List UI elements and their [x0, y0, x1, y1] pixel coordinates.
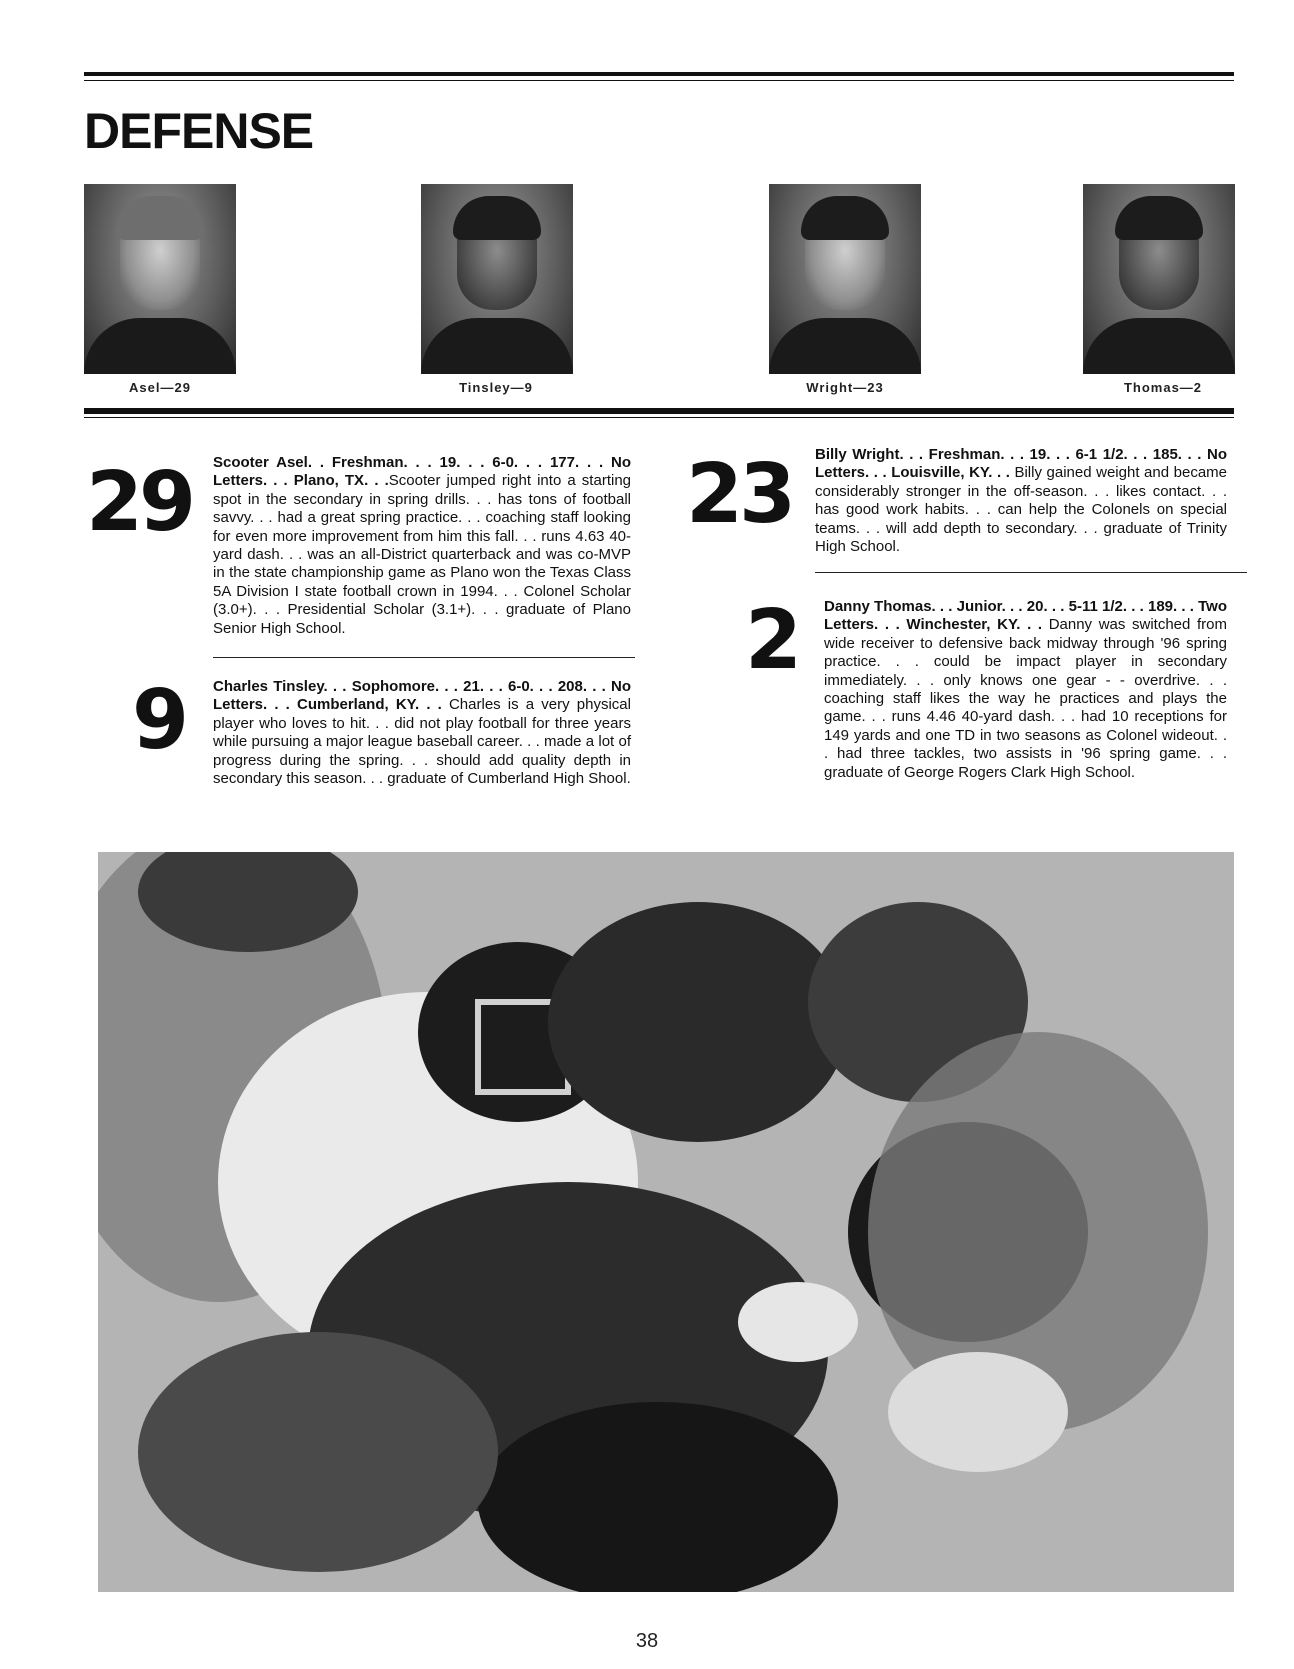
headshot-wright — [769, 184, 921, 374]
bio-lead: Danny Thomas. . . Junior. . . 20. . . 5-11 1/2. . . 189. . . Two Letters. . . Winchester, KY. . . — [824, 598, 1227, 634]
top-rule-thin — [84, 80, 1234, 81]
player-bio — [213, 454, 631, 638]
player-bio — [815, 446, 1227, 556]
bio-text: Danny was switched from wide receiver to defensive back midway through '96 spring practice. . . could be impact player in secondary immediately. . . only knows one gear - - overdrive. . . coaching staff likes the way he practices and plays the game. . . runs 4.46 40-yard dash. . . had 10 receptions for 149 yards and one TD in two seasons as Colonel wideout. . . had three tackles, two assists in '96 spring game. . . graduate of George Rogers Clark High School. — [824, 616, 1227, 781]
jersey-number: 2 — [745, 593, 799, 688]
headshot-thomas — [1083, 184, 1235, 374]
bio-lead: Scooter Asel. . Freshman. . . 19. . . 6-0. . . 177. . . No Letters. . . Plano, TX. . . — [213, 454, 631, 490]
section-title: DEFENSE — [84, 103, 314, 159]
action-photo — [98, 852, 1234, 1592]
bio-text: Scooter jumped right into a starting spot in the secondary in spring drills. . . has tons of football savvy. . . had a great spring practice. . . coaching staff looking for even more improvement from him this fall. . . runs 4.63 40-yard dash. . . was an all-District quarterback and was co-MVP in the state championship game as Plano won the Texas Class 5A Division I state football crown in 1994. . . Colonel Scholar (3.0+). . . Presidential Scholar (3.1+). . . graduate of Plano Senior High School. — [213, 472, 631, 637]
bio-text: Billy gained weight and became considerably stronger in the off-season. . . likes contact. . . has good work habits. . . can help the Colonels on special teams. . . will add depth to secondary. . . graduate of Trinity High School. — [815, 464, 1227, 556]
bio-divider — [213, 657, 635, 658]
bio-text: Charles is a very physical player who loves to hit. . . did not play football for three years while pursuing a major league baseball career. . . made a lot of progress during the spring. . . should add quality depth in secondary this season. . . graduate of Cumberland High Shool. — [213, 696, 631, 788]
bio-divider — [815, 572, 1247, 573]
top-rule-thick — [84, 72, 1234, 76]
jersey-number: 29 — [86, 455, 193, 550]
jersey-number: 9 — [132, 673, 186, 768]
headshot-asel — [84, 184, 236, 374]
headshot-caption-thomas: Thomas—2 — [1123, 380, 1203, 395]
headshot-tinsley — [421, 184, 573, 374]
headshot-caption-tinsley: Tinsley—9 — [459, 380, 533, 395]
player-bio — [824, 598, 1227, 782]
player-bio — [213, 678, 631, 788]
headshot-caption-asel: Asel—29 — [129, 380, 191, 395]
mid-rule-thin — [84, 417, 1234, 418]
jersey-number: 23 — [686, 447, 793, 542]
bio-lead: Billy Wright. . . Freshman. . . 19. . . 6-1 1/2. . . 185. . . No Letters. . . Louisville, KY. . . — [815, 446, 1227, 482]
headshot-caption-wright: Wright—23 — [806, 380, 884, 395]
action-photo-art — [98, 852, 1234, 1592]
mid-rule-thick — [84, 408, 1234, 414]
bio-lead: Charles Tinsley. . . Sophomore. . . 21. . . 6-0. . . 208. . . No Letters. . . Cumberland, KY. . . — [213, 678, 631, 714]
page-number: 38 — [635, 1630, 659, 1652]
